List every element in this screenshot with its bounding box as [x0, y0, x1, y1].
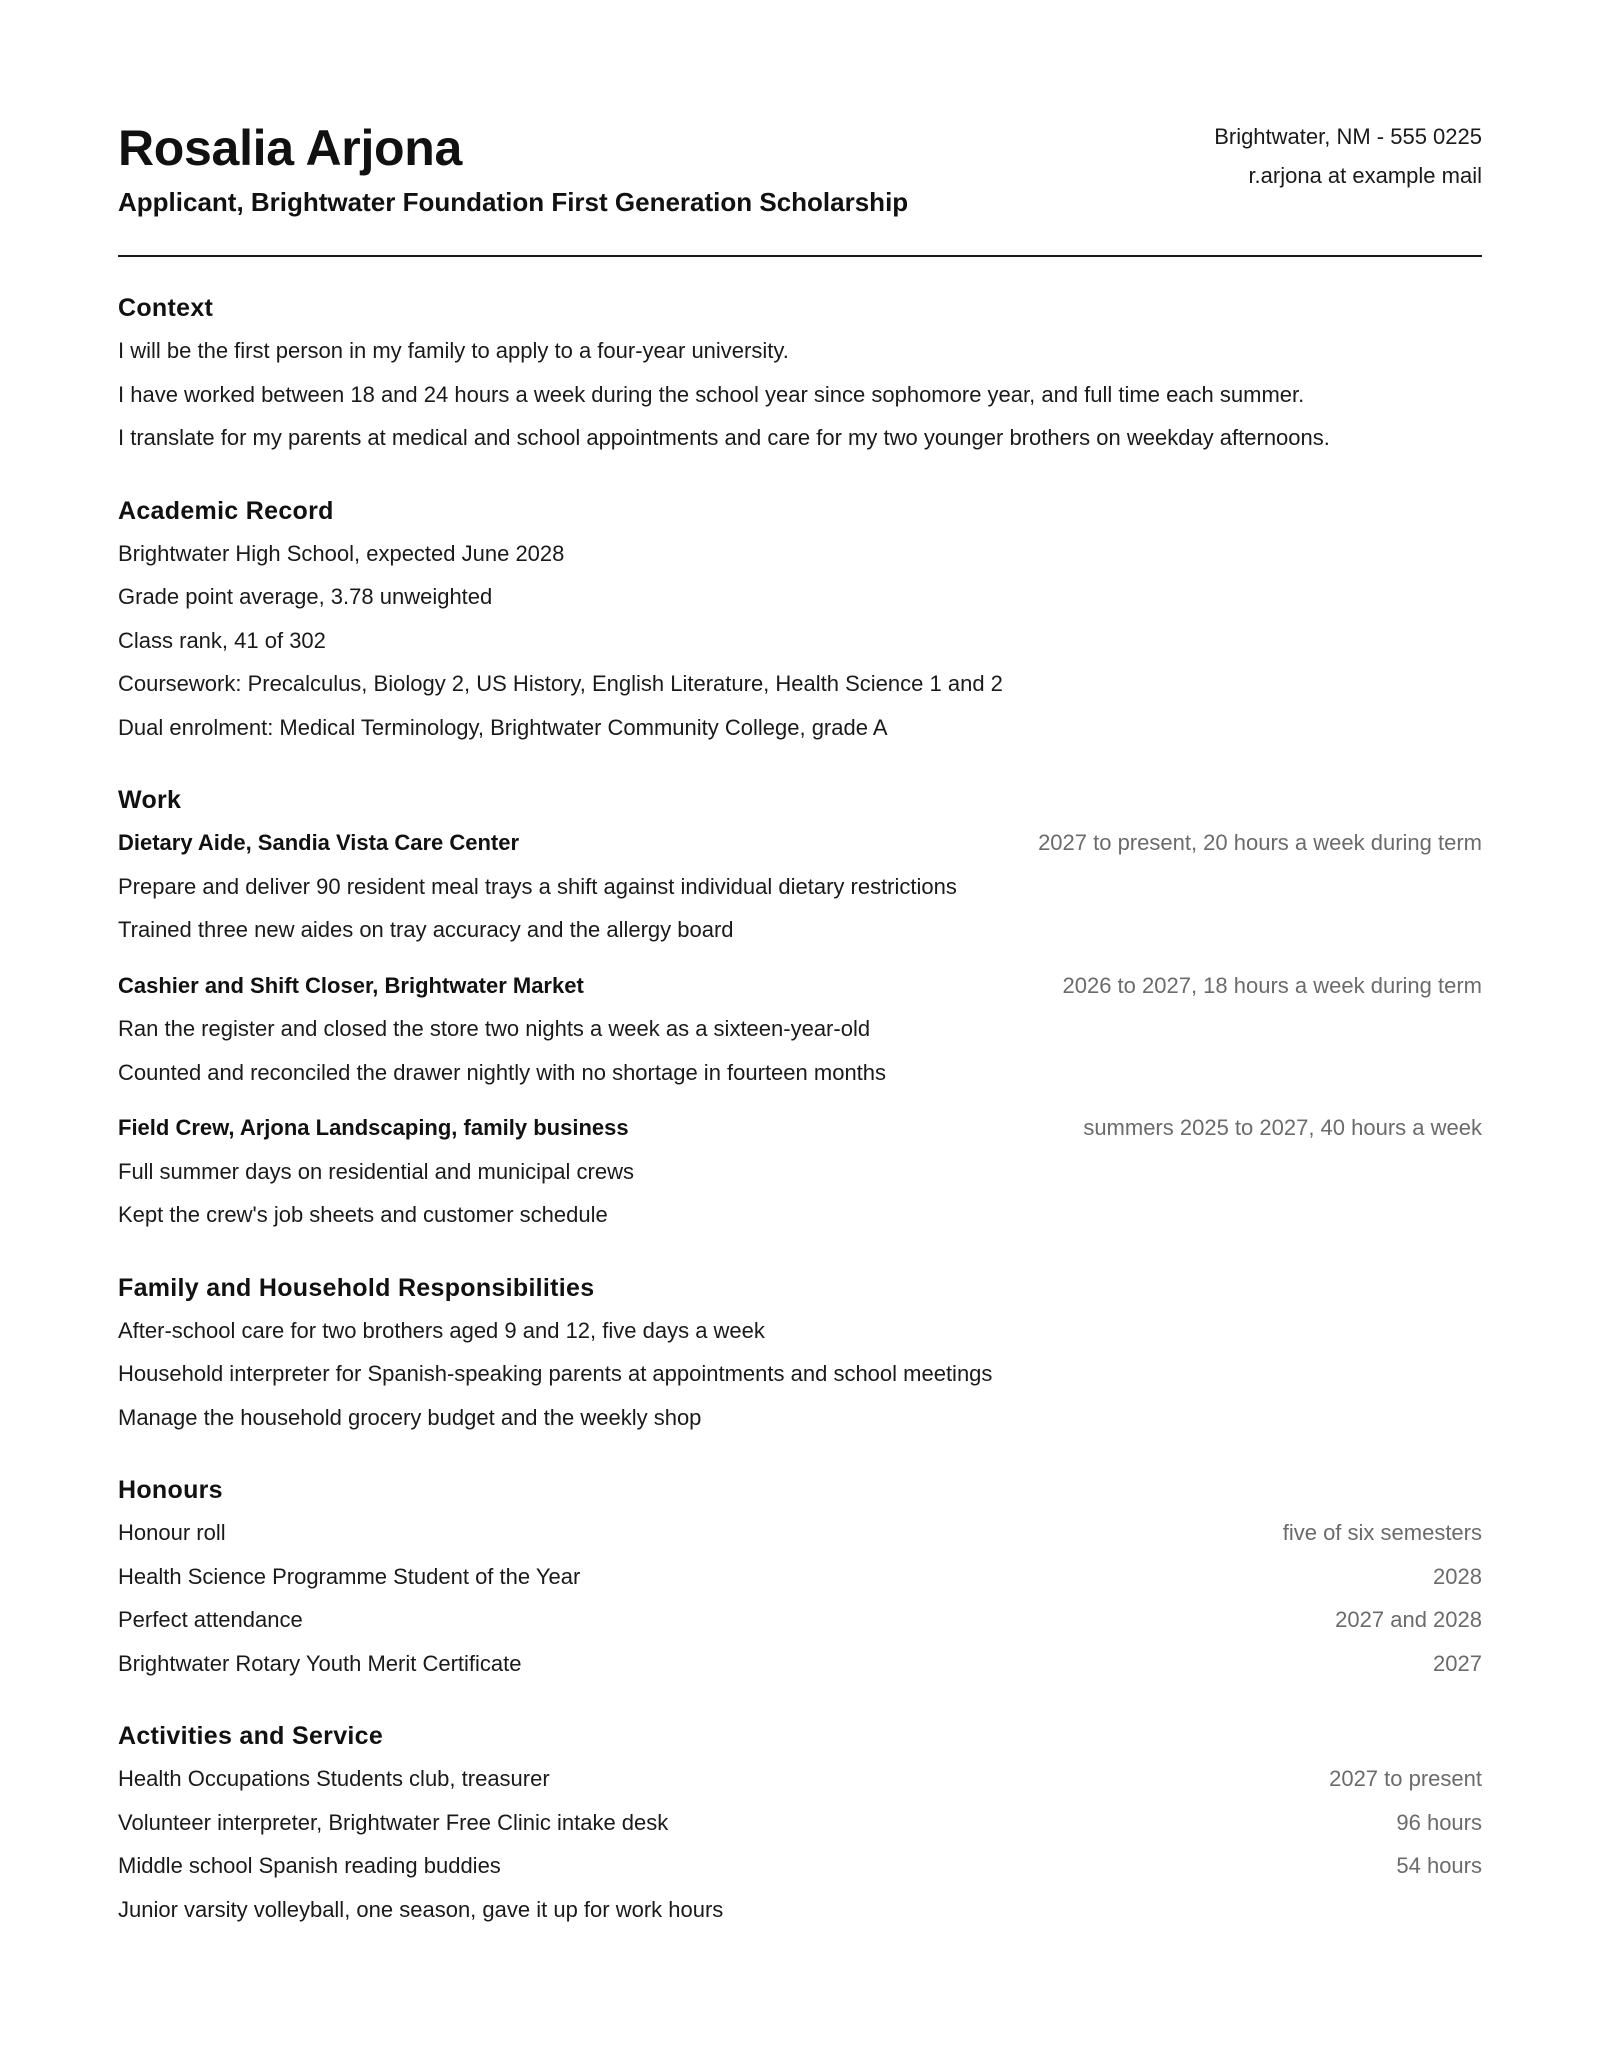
section-title: Context	[118, 294, 214, 322]
activity-detail: 2027 to present	[1329, 1766, 1482, 1791]
job-title: Cashier and Shift Closer, Brightwater Market	[118, 972, 584, 998]
header-divider	[118, 255, 1482, 257]
job-detail: Prepare and deliver 90 resident meal trays a shift against individual dietary restrictions	[118, 873, 957, 899]
job-entry	[118, 964, 1482, 1095]
family-line: Manage the household grocery budget and the weekly shop	[118, 1404, 702, 1430]
job-dates: 2026 to 2027, 18 hours a week during term	[1062, 972, 1482, 998]
section-title: Honours	[118, 1476, 223, 1504]
activity-label: Volunteer interpreter, Brightwater Free Clinic intake desk	[118, 1809, 669, 1835]
section-title: Family and Household Responsibilities	[118, 1273, 595, 1302]
activity-detail: 96 hours	[1396, 1809, 1482, 1835]
job-detail: Ran the register and closed the store two nights a week as a sixteen-year-old	[118, 1016, 871, 1041]
honour-item	[118, 1555, 1482, 1599]
applicant-name: Rosalia Arjona	[118, 120, 463, 176]
job-title: Dietary Aide, Sandia Vista Care Center	[118, 830, 520, 855]
job-title: Field Crew, Arjona Landscaping, family business	[118, 1115, 629, 1140]
section-academic-record	[118, 490, 1482, 750]
activity-item	[118, 1844, 1482, 1888]
context-line: I will be the first person in my family to apply to a four-year university.	[118, 338, 789, 363]
section-title: Work	[118, 786, 182, 814]
section-honours	[118, 1469, 1482, 1685]
job-entry	[118, 821, 1482, 952]
honour-item	[118, 1642, 1482, 1686]
job-dates: 2027 to present, 20 hours a week during term	[1038, 830, 1482, 855]
job-detail: Counted and reconciled the drawer nightly with no shortage in fourteen months	[118, 1059, 887, 1085]
contact-block	[1214, 117, 1482, 195]
contact-location: Brightwater, NM - 555 0225	[1214, 124, 1482, 149]
context-line: I translate for my parents at medical and school appointments and care for my two younger brothers on weekday afternoons.	[118, 425, 1330, 450]
job-dates: summers 2025 to 2027, 40 hours a week	[1083, 1115, 1482, 1140]
job-detail: Full summer days on residential and municipal crews	[118, 1158, 634, 1184]
family-line: After-school care for two brothers aged 9 and 12, five days a week	[118, 1317, 765, 1343]
honour-detail: five of six semesters	[1282, 1520, 1482, 1545]
section-family-household	[118, 1267, 1482, 1440]
activity-label: Health Occupations Students club, treasurer	[118, 1766, 550, 1791]
activity-item	[118, 1801, 1482, 1845]
applicant-subtitle: Applicant, Brightwater Foundation First Generation Scholarship	[118, 187, 909, 217]
activity-item	[118, 1888, 1482, 1932]
academic-line: Class rank, 41 of 302	[118, 627, 326, 653]
academic-line: Dual enrolment: Medical Terminology, Brightwater Community College, grade A	[118, 714, 888, 740]
job-detail: Kept the crew's job sheets and customer schedule	[118, 1202, 608, 1227]
honour-detail: 2028	[1433, 1563, 1482, 1589]
family-line: Household interpreter for Spanish-speaking parents at appointments and school meetings	[118, 1361, 993, 1386]
job-header	[118, 964, 1482, 1008]
activity-label: Middle school Spanish reading buddies	[118, 1853, 501, 1878]
academic-line: Brightwater High School, expected June 2028	[118, 540, 565, 566]
section-context	[118, 287, 1482, 460]
honour-item	[118, 1511, 1482, 1555]
honour-detail: 2027 and 2028	[1335, 1607, 1482, 1632]
job-header	[118, 821, 1482, 865]
job-detail: Trained three new aides on tray accuracy and the allergy board	[118, 917, 734, 942]
honour-label: Honour roll	[118, 1520, 226, 1545]
activity-item	[118, 1757, 1482, 1801]
activity-detail: 54 hours	[1396, 1853, 1482, 1878]
job-header	[118, 1106, 1482, 1150]
honour-label: Perfect attendance	[118, 1607, 303, 1632]
context-line: I have worked between 18 and 24 hours a week during the school year since sophomore year, and full time each summer.	[118, 381, 1305, 407]
section-title: Academic Record	[118, 496, 334, 525]
job-entry	[118, 1106, 1482, 1237]
honour-label: Health Science Programme Student of the Year	[118, 1563, 581, 1589]
contact-email: r.arjona at example mail	[1248, 163, 1482, 188]
honour-item	[118, 1598, 1482, 1642]
academic-line: Grade point average, 3.78 unweighted	[118, 584, 493, 609]
activity-label: Junior varsity volleyball, one season, gave it up for work hours	[118, 1896, 724, 1922]
honour-label: Brightwater Rotary Youth Merit Certificate	[118, 1650, 522, 1676]
section-title: Activities and Service	[118, 1722, 384, 1750]
honour-detail: 2027	[1433, 1650, 1482, 1676]
resume-header	[118, 117, 1482, 255]
section-activities-service	[118, 1715, 1482, 1931]
section-work	[118, 779, 1482, 1237]
academic-line: Coursework: Precalculus, Biology 2, US History, English Literature, Health Science 1 and 2	[118, 671, 1003, 696]
